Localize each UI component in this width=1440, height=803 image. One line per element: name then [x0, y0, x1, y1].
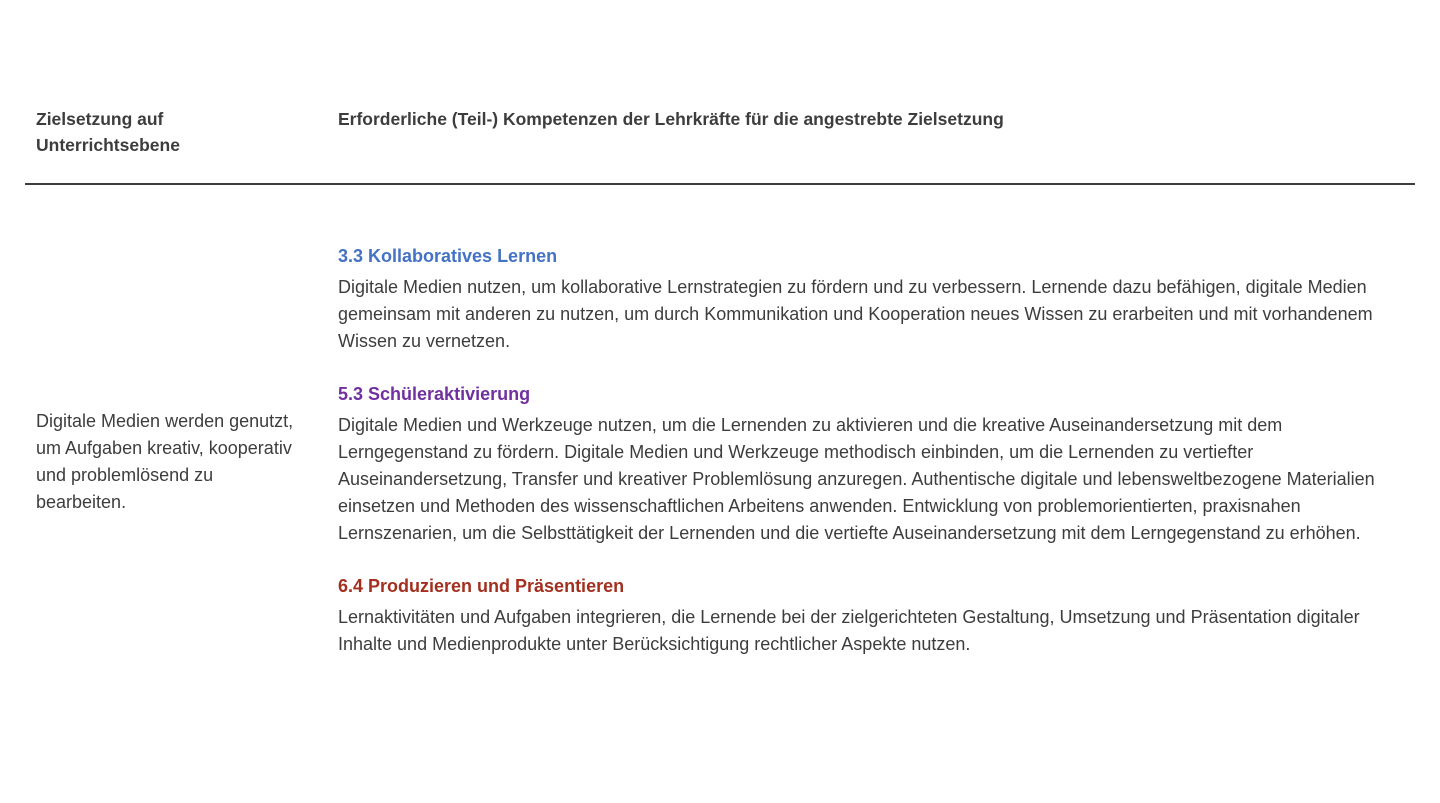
goal-cell-text: Digitale Medien werden genutzt, um Aufgaben kreativ, kooperativ und problemlösend zu bearbeiten. — [36, 411, 294, 512]
competence-title-3-3: 3.3 Kollaboratives Lernen — [338, 246, 558, 266]
competence-description-5-3: Digitale Medien und Werkzeuge nutzen, um die Lernenden zu aktivieren und die kreative Auseinandersetzung mit dem Lerngegenstand zu fördern. Digitale Medien und Werkzeuge methodisch einbinden, um die Lernenden zu vertiefter Auseinandersetzung, Transfer und kreativer Problemlösung anzuregen. Authentische digitale und lebensweltbezogene Materialien einsetzen und Methoden des wissenschaftlichen Arbeitens anwenden. Entwicklung von problemorientierten, praxisnahen Lernszenarien, um die Selbsttätigkeit der Lernenden und die vertiefte Auseinandersetzung mit dem Lerngegenstand zu erhöhen. — [338, 415, 1375, 543]
competence-title-6-4: 6.4 Produzieren und Präsentieren — [338, 576, 625, 596]
competence-section-6-4 — [338, 573, 1396, 658]
competence-section-5-3 — [338, 381, 1396, 547]
header-divider-rule — [25, 183, 1415, 185]
competence-description-6-4: Lernaktivitäten und Aufgaben integrieren, die Lernende bei der zielgerichteten Gestaltung, Umsetzung und Präsentation digitaler Inhalte und Medienprodukte unter Berücksichtigung rechtlicher Aspekte nutzen. — [338, 607, 1360, 654]
competence-section-3-3 — [338, 243, 1396, 355]
column-header-goal: Zielsetzung auf Unterrichtsebene — [36, 109, 180, 155]
competence-description-3-3: Digitale Medien nutzen, um kollaborative Lernstrategien zu fördern und zu verbessern. Lernende dazu befähigen, digitale Medien gemeinsam mit anderen zu nutzen, um durch Kommunikation und Kooperation neues Wissen zu erarbeiten und mit vorhandenem Wissen zu vernetzen. — [338, 277, 1373, 351]
column-header-competences: Erforderliche (Teil-) Kompetenzen der Lehrkräfte für die angestrebte Zielsetzung — [338, 109, 1004, 129]
competence-title-5-3: 5.3 Schüleraktivierung — [338, 384, 531, 404]
competences-cell — [338, 243, 1396, 658]
